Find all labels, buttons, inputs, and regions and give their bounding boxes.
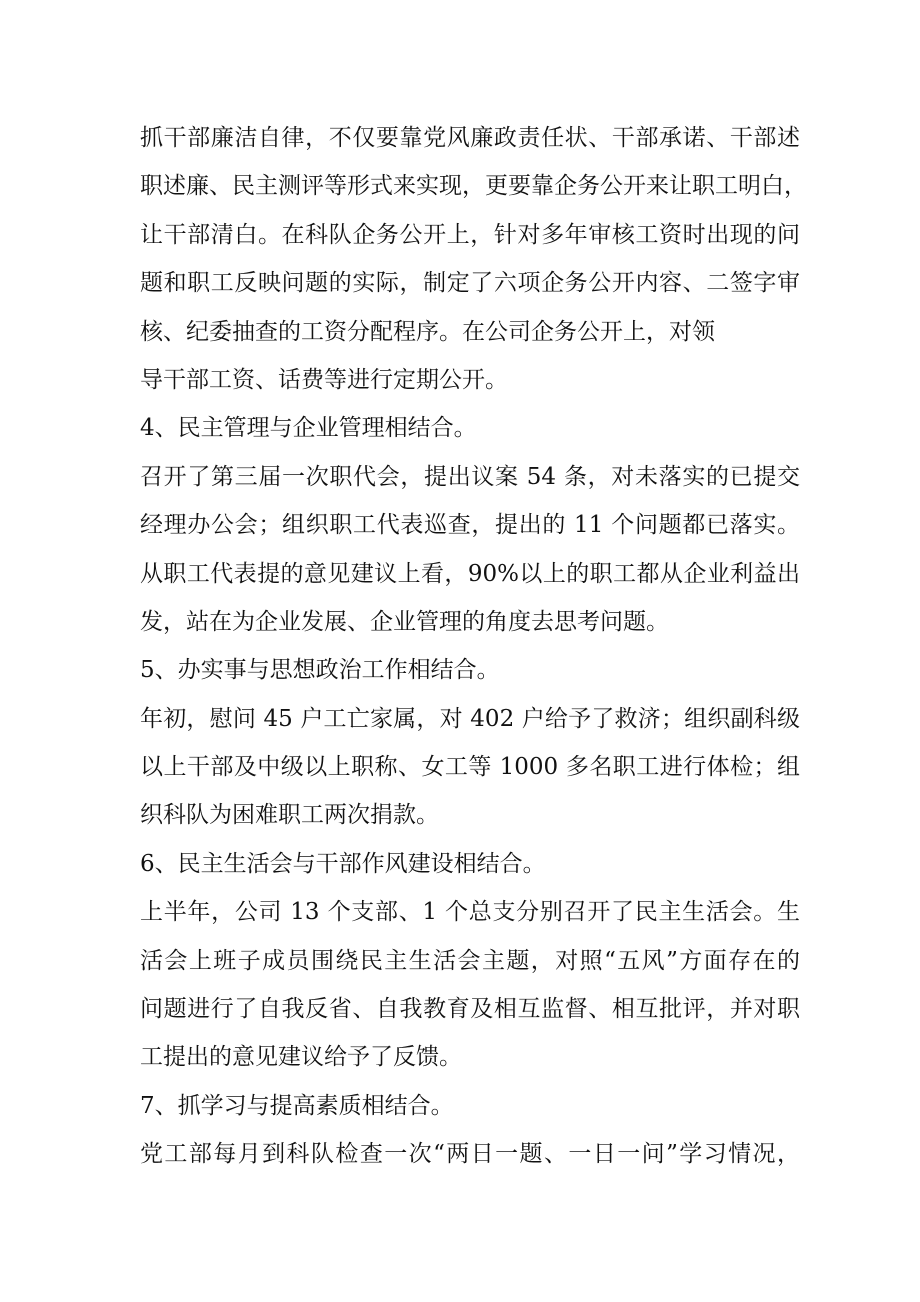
text-line: 上半年，公司 13 个支部、1 个总支分别召开了民主生活会。生 (140, 899, 800, 926)
text-line: 7、抓学习与提高素质相结合。 (140, 1092, 454, 1119)
text-line: 发，站在为企业发展、企业管理的角度去思考问题。 (140, 608, 669, 635)
text-line: 抓干部廉洁自律，不仅要靠党风廉政责任状、干部承诺、干部述 (140, 125, 800, 151)
text-line: 5、办实事与思想政治工作相结合。 (140, 657, 500, 684)
text-line: 4、民主管理与企业管理相结合。 (140, 415, 477, 442)
text-line: 以上干部及中级以上职称、女工等 1000 多名职工进行体检；组 (140, 754, 800, 781)
text-line: 导干部工资、话费等进行定期公开。 (140, 366, 508, 393)
text-line: 让干部清白。在科队企务公开上，针对多年审核工资时出现的问 (140, 221, 800, 248)
text-line: 党工部每月到科队检查一次“两日一题、一日一问”学习情况， (140, 1141, 800, 1168)
text-line: 问题进行了自我反省、自我教育及相互监督、相互批评，并对职 (140, 996, 800, 1023)
text-line: 6、民主生活会与干部作风建设相结合。 (140, 850, 546, 877)
text-line: 从职工代表提的意见建议上看，90%以上的职工都从企业利益出 (140, 560, 800, 587)
text-line: 核、纪委抽查的工资分配程序。在公司企务公开上，对领 (140, 318, 715, 345)
text-line: 织科队为困难职工两次捐款。 (140, 802, 439, 829)
text-line: 题和职工反映问题的实际，制定了六项企务公开内容、二签字审 (140, 270, 800, 297)
text-line: 职述廉、民主测评等形式来实现，更要靠企务公开来让职工明白， (140, 173, 807, 200)
text-line: 活会上班子成员围绕民主生活会主题，对照“五风”方面存在的 (140, 947, 800, 974)
text-line: 经理办公会；组织职工代表巡查，提出的 11 个问题都已落实。 (140, 512, 800, 539)
text-line: 召开了第三届一次职代会，提出议案 54 条，对未落实的已提交 (140, 463, 800, 490)
document-body (140, 114, 807, 1179)
text-line: 工提出的意见建议给予了反馈。 (140, 1044, 462, 1071)
text-line: 年初，慰问 45 户工亡家属，对 402 户给予了救济；组织副科级 (140, 705, 800, 732)
